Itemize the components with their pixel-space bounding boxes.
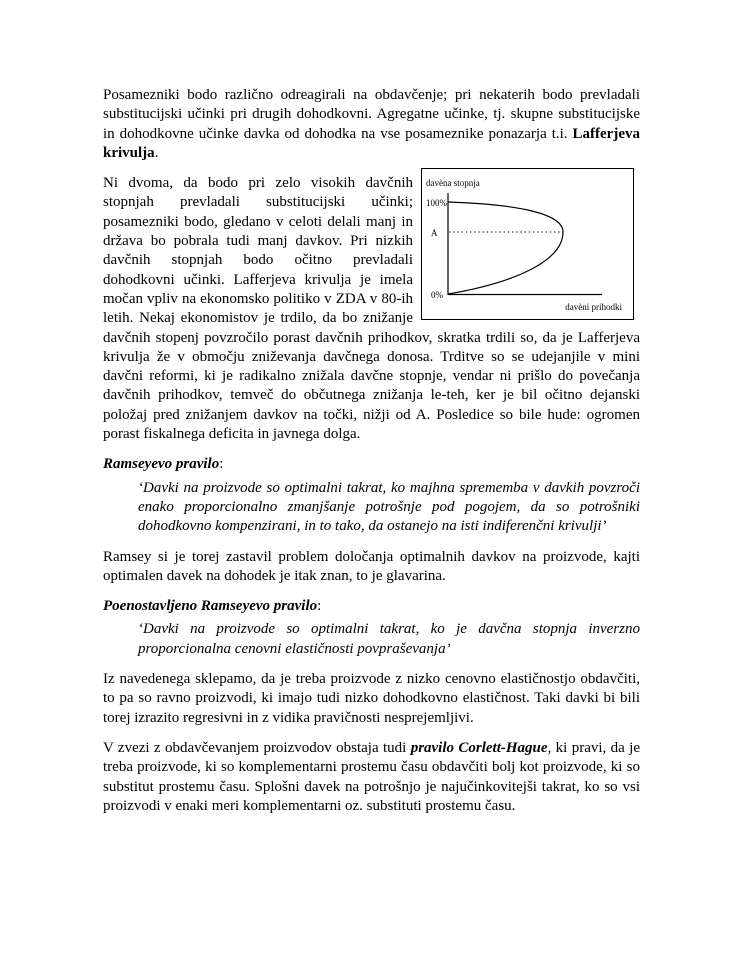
paragraph-corlett-hague — [103, 739, 640, 816]
figure-x-axis-label: davèni prihodki — [565, 302, 622, 313]
paragraph-intro — [103, 86, 640, 163]
heading-ramseyevo-pravilo — [103, 455, 640, 474]
heading-poenostavljeno-ramseyevo-pravilo — [103, 597, 640, 616]
point-a-label: A — [431, 228, 438, 239]
corlett-text-before: V zvezi z obdavčevanjem proizvodov obstaja tudi — [103, 739, 411, 756]
paragraph-elasticity: Iz navedenega sklepamo, da je treba proizvode z nizko cenovno elastičnostjo obdavčiti, to pa so ravno proizvodi, ki imajo tudi nizko dohodkovno elastičnost. Taki davki bi bili torej izrazito regresivni in z vidika pravičnosti nesprejemljivi. — [103, 671, 640, 726]
simplified-ramsey-rule-quote: ‘Davki na proizvode so optimalni takrat, ko je davčna stopnja inverzno proporcionalna cenovni elastičnosti povpraševanja’ — [138, 621, 640, 657]
intro-text: Posamezniki bodo različno odreagirali na obdavčenje; pri nekaterih bodo prevladali substitucijski učinki pri drugih dohodkovni. Agregatne učinke, tj. skupne substitucijske in dohodkovne učinke davka od dohodka na vse posameznike ponazarja t.i. — [103, 87, 640, 142]
tick-0-percent: 0% — [431, 290, 443, 301]
paragraph-laffer-section — [103, 174, 640, 444]
heading-poenostavljeno-colon: : — [317, 598, 322, 615]
heading-poenostavljeno-text: Poenostavljeno Ramseyevo pravilo — [103, 598, 318, 615]
tick-100-percent: 100% — [426, 198, 447, 209]
laffer-curve-figure — [421, 168, 634, 320]
ramsey-rule-quote: ‘Davki na proizvode so optimalni takrat, ko majhna sprememba v davkih povzroči enako proporcionalno zmanjšanje potrošnje pod pogojem, da so potrošniki dohodkovno kompenzirani, in to tako, da ostanejo na isti indiferenčni krivulji’ — [138, 479, 640, 535]
laffer-curve-path — [448, 202, 563, 294]
laffer-curve-diagram — [422, 169, 633, 319]
heading-ramseyevo-colon: : — [219, 456, 224, 473]
intro-bold-lafferjeva-krivulja: Lafferjeva krivulja — [103, 125, 640, 161]
corlett-bold-rule-name: pravilo Corlett-Hague — [410, 739, 548, 756]
paragraph-ramsey-problem: Ramsey si je torej zastavil problem določanja optimalnih davkov na proizvode, kajti optimalen davek na dohodek je itak znan, to je glavarina. — [103, 548, 640, 584]
corlett-text-after: , ki pravi, da je treba proizvode, ki so komplementarni prostemu času obdavčiti bolj kot proizvode, ki so substitut prostemu času. Splošni davek na potrošnjo je najučinkovitejši takrat, ko so vsi proizvodi v enaki meri komplementarni oz. substituti prostemu času. — [103, 739, 640, 814]
intro-tail: . — [154, 144, 159, 161]
laffer-paragraph-text: Ni dvoma, da bodo pri zelo visokih davčnih stopnjah prevladali substitucijski učinki; posamezniki bodo, gledano v celoti delali manj in država bo pobrala tudi manj davkov. Pri nizkih davčnih stopnjah bodo očitno prevladali dohodkovni učinki. Lafferjeva krivulja je imela močan vpliv na ekonomsko politiko v ZDA v 80-ih letih. Nekaj ekonomistov je trdilo, da bo znižanje davčnih stopenj povzročilo porast davčnih prihodkov, skratka trdili so, da je Lafferjeva krivulja že v območju zniževanja davčnega donosa. Trditve so se udejanjile v mini davčni reformi, ki je radikalno znižala davčne stopnje, vendar ni prišlo do povečanja davčnih prihodkov, temveč do občutnega znižanja le-teh, ker je bil očitno dejanski položaj pred znižanjem davkov na točki, nižji od A. Posledice so bile hude: ogromen porast fiskalnega deficita in javnega dolga. — [103, 175, 640, 443]
figure-y-axis-label: davèna stopnja — [426, 178, 480, 189]
heading-ramseyevo-pravilo-text: Ramseyevo pravilo — [103, 456, 220, 473]
